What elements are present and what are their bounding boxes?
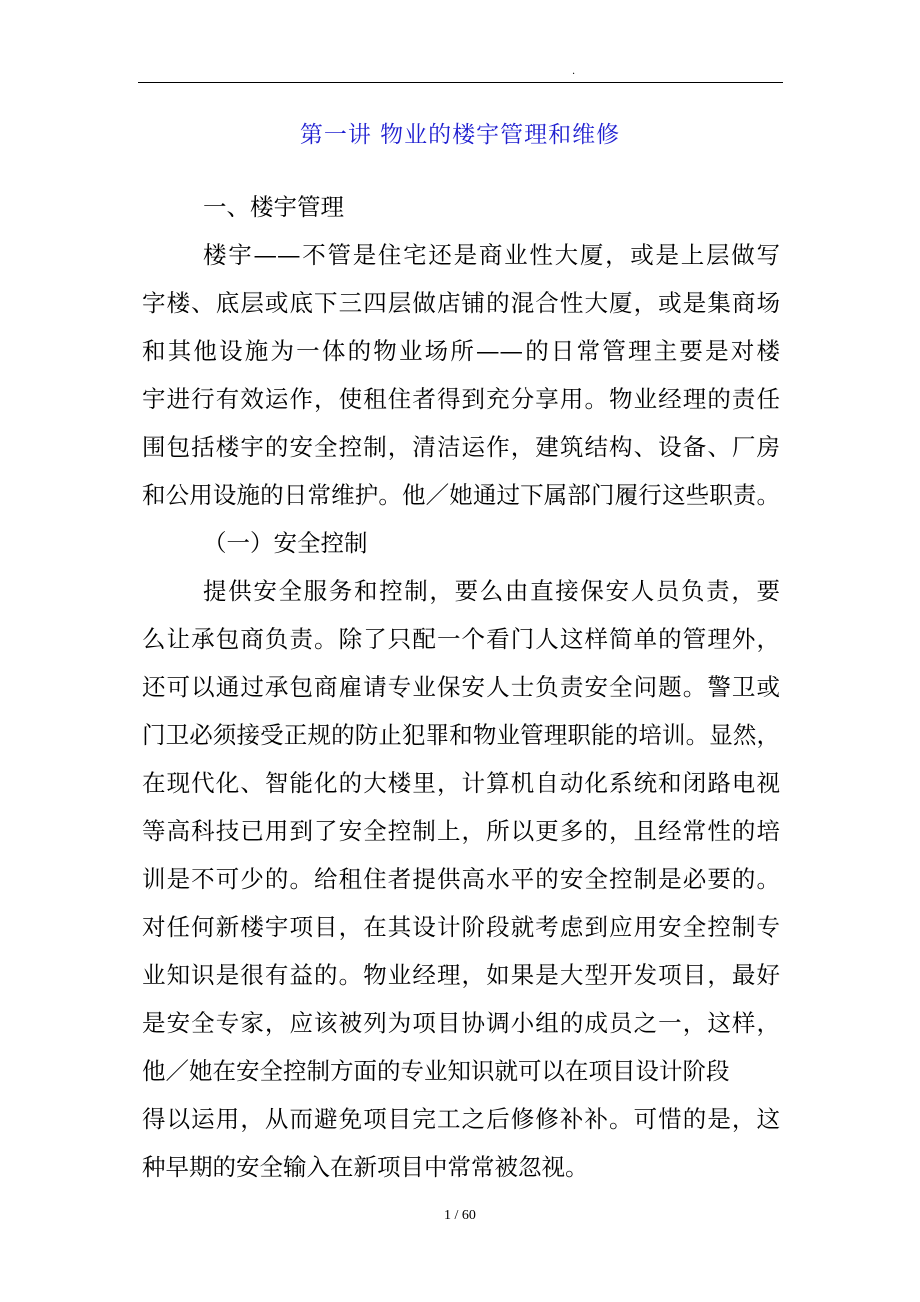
paragraph-line: 和其他设施为一体的物业场所——的日常管理主要是对楼 (142, 337, 780, 365)
paragraph-line: 提供安全服务和控制，要么由直接保安人员负责，要 (203, 577, 780, 605)
paragraph-line: 业知识是很有益的。物业经理，如果是大型开发项目，最好 (142, 961, 780, 989)
section-heading-building-management: 一、楼宇管理 (203, 193, 344, 221)
paragraph-line: 训是不可少的。给租住者提供高水平的安全控制是必要的。 (142, 865, 780, 893)
paragraph-line: 种早期的安全输入在新项目中常常被忽视。 (142, 1153, 589, 1181)
paragraph-line: 还可以通过承包商雇请专业保安人士负责安全问题。警卫或 (142, 673, 780, 701)
paragraph-line: 字楼、底层或底下三四层做店铺的混合性大厦，或是集商场 (142, 289, 780, 317)
page-number: 1 / 60 (444, 1208, 476, 1223)
paragraph-line: 是安全专家，应该被列为项目协调小组的成员之一，这样， (142, 1009, 780, 1037)
paragraph-line: 对任何新楼宇项目，在其设计阶段就考虑到应用安全控制专 (142, 913, 780, 941)
paragraph-line: 么让承包商负责。除了只配一个看门人这样简单的管理外， (142, 625, 780, 653)
paragraph-line: 楼宇——不管是住宅还是商业性大厦，或是上层做写 (203, 241, 780, 269)
header-dot: . (572, 66, 576, 77)
paragraph-line: 门卫必须接受正规的防止犯罪和物业管理职能的培训。显然， (142, 721, 780, 749)
paragraph-line: 等高科技已用到了安全控制上，所以更多的，且经常性的培 (142, 817, 780, 845)
paragraph-line: 和公用设施的日常维护。他／她通过下属部门履行这些职责。 (142, 481, 780, 509)
paragraph-line: 他／她在安全控制方面的专业知识就可以在项目设计阶段 (142, 1057, 730, 1085)
subsection-heading-security-control: （一）安全控制 (203, 529, 368, 557)
header-rule (138, 82, 783, 83)
paragraph-line: 得以运用，从而避免项目完工之后修修补补。可惜的是，这 (142, 1105, 780, 1133)
paragraph-line: 在现代化、智能化的大楼里，计算机自动化系统和闭路电视 (142, 769, 780, 797)
page-title: 第一讲 物业的楼宇管理和维修 (299, 122, 621, 148)
paragraph-line: 宇进行有效运作，使租住者得到充分享用。物业经理的责任 (142, 385, 780, 413)
paragraph-line: 围包括楼宇的安全控制，清洁运作，建筑结构、设备、厂房 (142, 433, 780, 461)
